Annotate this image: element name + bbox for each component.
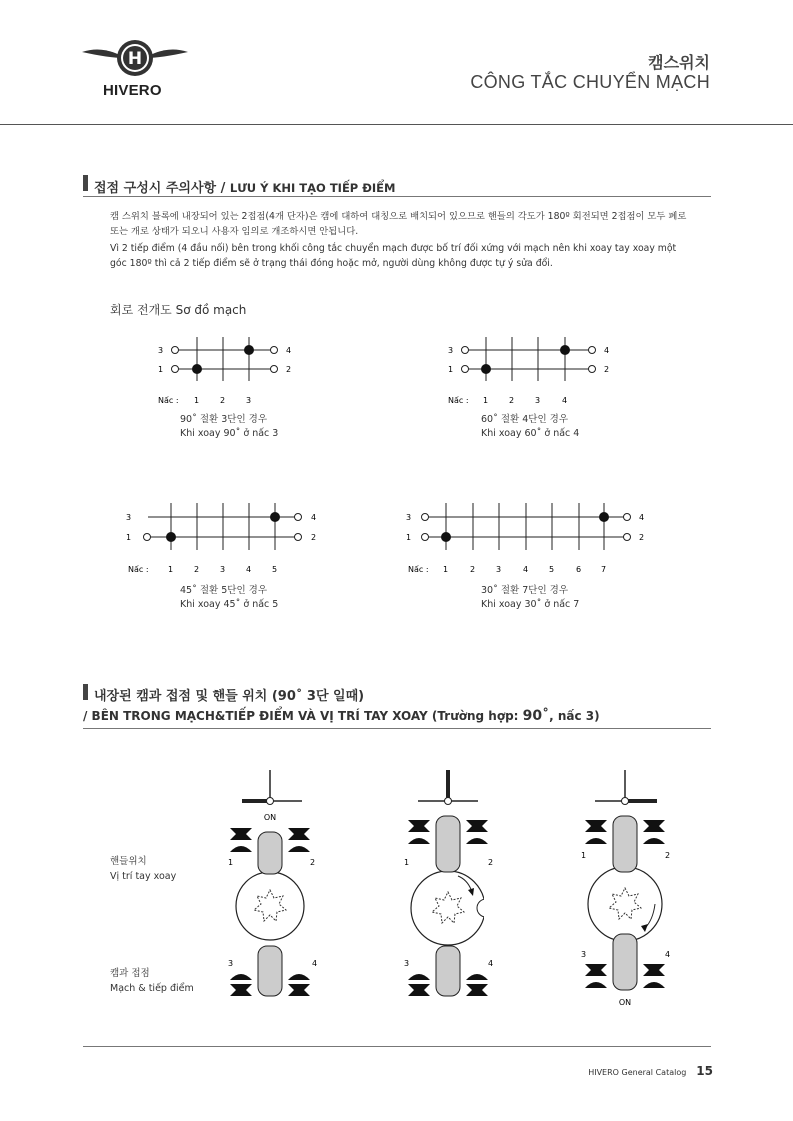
svg-text:6: 6: [576, 565, 582, 574]
svg-text:1: 1: [581, 851, 587, 860]
svg-text:2: 2: [509, 396, 515, 405]
contact-dot: [166, 532, 176, 542]
circuit-diagram-3: [120, 500, 330, 580]
svg-text:7: 7: [601, 565, 607, 574]
page-title-vi: CÔNG TẮC CHUYỂN MẠCH: [470, 72, 710, 92]
contact-dot: [270, 512, 280, 522]
plunger: [258, 832, 282, 874]
cam-contact-label: [110, 966, 194, 996]
svg-text:5: 5: [549, 565, 555, 574]
diagram-3-caption-ko: 45˚ 절환 5단인 경우: [180, 585, 268, 596]
svg-text:4: 4: [639, 513, 645, 522]
circuit-diagram-4: [400, 500, 660, 580]
svg-text:1: 1: [168, 565, 174, 574]
cam-contact-label-vi: Mạch & tiếp điểm: [110, 983, 194, 994]
terminal-2-label: 2: [286, 365, 292, 374]
svg-text:3: 3: [220, 565, 226, 574]
section-marker: [83, 684, 88, 700]
svg-text:4: 4: [562, 396, 568, 405]
plunger: [436, 816, 460, 872]
svg-text:1: 1: [448, 365, 454, 374]
svg-text:2: 2: [311, 533, 317, 542]
cam-contact-label-ko: 캠과 접점: [110, 968, 150, 979]
svg-text:3: 3: [448, 346, 454, 355]
svg-text:1: 1: [126, 533, 132, 542]
cam-position-1: [220, 768, 330, 1008]
svg-text:4: 4: [523, 565, 529, 574]
svg-text:1: 1: [483, 396, 489, 405]
hivero-logo: [80, 38, 190, 82]
svg-text:3: 3: [404, 959, 410, 968]
section1-paragraph-ko: 캠 스위치 블록에 내장되어 있는 2접점(4개 단자)은 캠에 대하여 대칭으로 배치되어 있으므로 핸들의 각도가 180º 회전되면 2접점이 모두 폐로 또는 개로 상태가 되오니 사용자 임의로 개조하시면 안됩니다.: [110, 211, 687, 237]
svg-text:4: 4: [665, 950, 671, 959]
page-number: 15: [696, 1064, 713, 1078]
svg-text:1: 1: [404, 858, 410, 867]
section1-heading-ko: 접점 구성시 주의사항 /: [94, 181, 230, 196]
brand-name: HIVERO: [103, 82, 162, 99]
svg-text:3: 3: [535, 396, 541, 405]
svg-text:4: 4: [311, 513, 317, 522]
plunger: [613, 816, 637, 872]
contact-dot: [560, 345, 570, 355]
logo-letter: H: [127, 49, 143, 69]
svg-text:Nấc :: Nấc :: [128, 565, 149, 574]
terminal-3-label: 3: [158, 346, 164, 355]
svg-text:1: 1: [194, 396, 200, 405]
svg-text:3: 3: [496, 565, 502, 574]
svg-text:2: 2: [310, 858, 316, 867]
terminal-1-label: 1: [158, 365, 164, 374]
circuit-diagram-1: [150, 335, 310, 410]
handle-position-label: [110, 854, 176, 884]
section2-heading-vi-angle: 90˚: [522, 708, 550, 724]
svg-text:1: 1: [228, 858, 234, 867]
section2-underline: [83, 728, 711, 729]
svg-text:4: 4: [246, 565, 252, 574]
diagram-2-caption-vi: Khi xoay 60˚ ở nấc 4: [481, 428, 580, 439]
plunger: [436, 946, 460, 996]
svg-text:3: 3: [126, 513, 132, 522]
section1-paragraph-vi: Vì 2 tiếp điểm (4 đầu nối) bên trong khối công tắc chuyển mạch được bố trí đối xứng với mạch nên khi xoay tay xoay một góc 180º thì cả 2 tiếp điểm sẽ ở trạng thái đóng hoặc mở, người dùng không được tự ý sửa đổi.: [110, 243, 677, 269]
circuit-diagram-2: [440, 335, 620, 410]
section1-heading: [94, 177, 395, 196]
svg-text:3: 3: [581, 950, 587, 959]
svg-text:Nấc :: Nấc :: [408, 565, 429, 574]
footer-divider: [83, 1046, 711, 1047]
contact-dot: [192, 364, 202, 374]
contact-dot: [599, 512, 609, 522]
svg-text:2: 2: [220, 396, 226, 405]
handle-position-label-vi: Vị trí tay xoay: [110, 871, 177, 882]
cam-position-2: [398, 768, 508, 1008]
svg-text:4: 4: [312, 959, 318, 968]
section2-heading-vi: [83, 708, 600, 724]
diagram-2-caption: [481, 413, 579, 441]
svg-text:2: 2: [604, 365, 610, 374]
svg-text:2: 2: [639, 533, 645, 542]
svg-text:2: 2: [488, 858, 494, 867]
contact-dot: [441, 532, 451, 542]
contact-dot: [481, 364, 491, 374]
svg-text:1: 1: [443, 565, 449, 574]
svg-text:3: 3: [406, 513, 412, 522]
diagram-1-caption: [180, 413, 278, 441]
footer-catalog: HIVERO General Catalog: [588, 1068, 687, 1077]
section2-heading-ko: 내장된 캠과 접점 및 핸들 위치 (90˚ 3단 일때): [94, 689, 365, 704]
section-marker: [83, 175, 88, 191]
diagram-1-caption-ko: 90˚ 절환 3단인 경우: [180, 414, 268, 425]
header-divider: [0, 124, 793, 125]
plunger: [613, 934, 637, 990]
diagram-3-caption-vi: Khi xoay 45˚ ở nấc 5: [180, 599, 279, 610]
svg-text:4: 4: [604, 346, 610, 355]
footer: [588, 1064, 713, 1078]
contact-dot: [244, 345, 254, 355]
diagram-4-caption: [481, 584, 579, 612]
section2-heading-vi-prefix: / BÊN TRONG MẠCH&TIẾP ĐIỂM VÀ VỊ TRÍ TAY XOAY (Trường hợp:: [83, 709, 523, 723]
handle-position-label-ko: 핸들위치: [110, 856, 147, 867]
page-title-ko: 캠스위치: [648, 53, 710, 72]
on-label: ON: [263, 813, 277, 822]
terminal-4-label: 4: [286, 346, 292, 355]
section1-underline: [83, 196, 711, 197]
circuit-subheading: 회로 전개도 Sơ đồ mạch: [110, 303, 247, 317]
diagram-4-caption-ko: 30˚ 절환 7단인 경우: [481, 585, 569, 596]
svg-text:3: 3: [228, 959, 234, 968]
section2-heading-vi-suffix: , nấc 3): [549, 709, 600, 723]
plunger: [258, 946, 282, 996]
svg-text:2: 2: [194, 565, 200, 574]
svg-text:1: 1: [406, 533, 412, 542]
svg-text:2: 2: [470, 565, 476, 574]
svg-text:3: 3: [246, 396, 252, 405]
svg-text:5: 5: [272, 565, 278, 574]
on-label: ON: [618, 998, 632, 1007]
section1-heading-vi: LƯU Ý KHI TẠO TIẾP ĐIỂM: [229, 181, 396, 195]
diagram-1-caption-vi: Khi xoay 90˚ ở nấc 3: [180, 428, 279, 439]
svg-text:Nấc :: Nấc :: [448, 396, 469, 405]
diagram-4-caption-vi: Khi xoay 30˚ ở nấc 7: [481, 599, 580, 610]
svg-text:4: 4: [488, 959, 494, 968]
handle-pivot: [267, 798, 274, 805]
step-label: Nấc :: [158, 396, 179, 405]
diagram-3-caption: [180, 584, 278, 612]
diagram-2-caption-ko: 60˚ 절환 4단인 경우: [481, 414, 569, 425]
cam-position-3: [575, 768, 685, 1013]
svg-text:2: 2: [665, 851, 671, 860]
